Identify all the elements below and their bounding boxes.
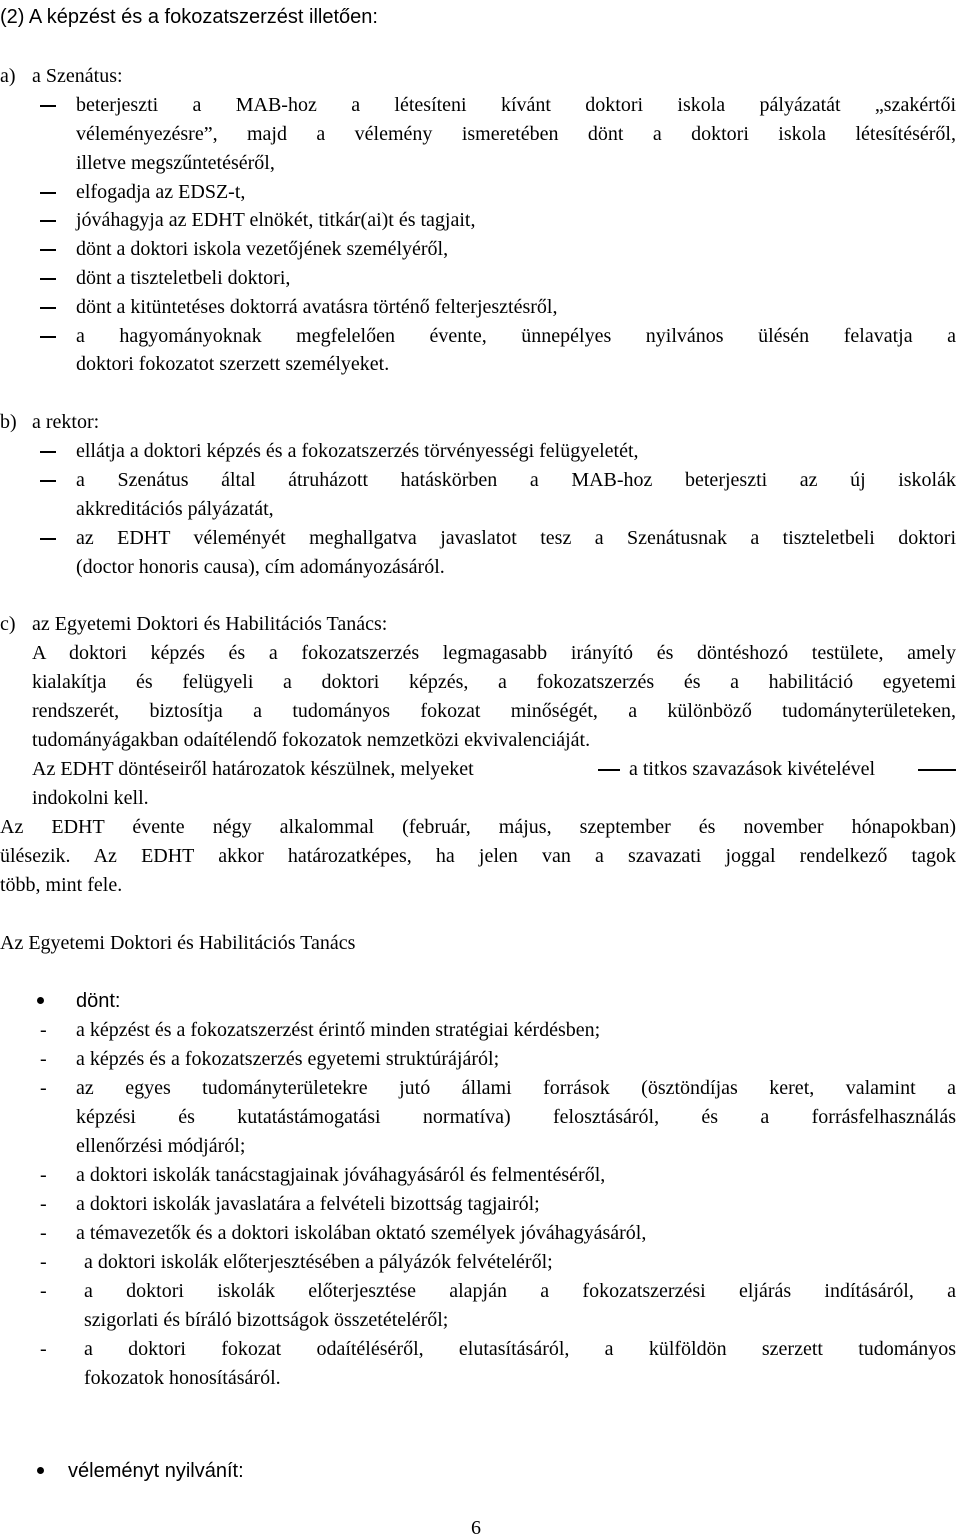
decides-item-line: szigorlati és bíráló bizottságok összetételéről; bbox=[84, 1309, 449, 1331]
part-b-label: b) bbox=[0, 411, 17, 433]
part-c-para3-line: több, mint fele. bbox=[0, 874, 123, 896]
dash-marker bbox=[40, 538, 56, 540]
hyphen-marker: - bbox=[40, 1193, 47, 1215]
part-a-item-line: véleményezésre”, majd a vélemény ismeretében dönt a doktori iskola létesítéséről, bbox=[76, 123, 956, 145]
decides-item-line: a doktori fokozat odaítéléséről, elutasításáról, a külföldön szerzett tudományos bbox=[84, 1338, 956, 1360]
dash-marker bbox=[40, 278, 56, 280]
decides-item-line: a képzést és a fokozatszerzést érintő minden stratégiai kérdésben; bbox=[76, 1019, 601, 1041]
part-b-item-line: akkreditációs pályázatát, bbox=[76, 498, 274, 520]
part-b-item-line: a Szenátus által átruházott hatáskörben a MAB-hoz beterjeszti az új iskolák bbox=[76, 469, 956, 491]
part-c-para1-line: rendszerét, biztosítja a tudományos fokozat minőségét, a különböző tudományterületeken, bbox=[32, 700, 956, 722]
hyphen-marker: - bbox=[40, 1222, 47, 1244]
page-number: 6 bbox=[471, 1517, 481, 1539]
part-c-para1-line: A doktori képzés és a fokozatszerzés legmagasabb irányító és döntéshozó testülete, amely bbox=[32, 642, 956, 664]
dash-marker bbox=[40, 192, 56, 194]
part-c-label: c) bbox=[0, 613, 16, 635]
decides-label: dönt: bbox=[76, 990, 121, 1012]
part-c-para2-text: Az EDHT döntéseiről határozatok készülnek, melyeket bbox=[32, 758, 474, 780]
part-a-item-line: dönt a kitüntetéses doktorrá avatásra történő felterjesztésről, bbox=[76, 296, 558, 318]
part-a-item-line: dönt a tiszteletbeli doktori, bbox=[76, 267, 291, 289]
part-c-para2-text: indokolni kell. bbox=[32, 787, 149, 809]
dash-marker bbox=[40, 451, 56, 453]
decides-item-line: képzési és kutatástámogatási normatíva) felosztásáról, és a forrásfelhasználás bbox=[76, 1106, 956, 1128]
part-c-title: az Egyetemi Doktori és Habilitációs Tanács: bbox=[32, 613, 388, 635]
hyphen-marker: - bbox=[40, 1251, 47, 1273]
hyphen-marker: - bbox=[40, 1164, 47, 1186]
part-a-item-line: beterjeszti a MAB-hoz a létesíteni kívánt doktori iskola pályázatát „szakértői bbox=[76, 94, 956, 116]
part-a-item-line: dönt a doktori iskola vezetőjének személyéről, bbox=[76, 238, 449, 260]
opinion-label: véleményt nyilvánít: bbox=[68, 1460, 244, 1482]
dash-marker bbox=[40, 249, 56, 251]
em-dash bbox=[918, 769, 956, 771]
decides-item-line: a témavezetők és a doktori iskolában oktató személyek jóváhagyásáról, bbox=[76, 1222, 647, 1244]
decides-item-line: a doktori iskolák előterjesztése alapján a fokozatszerzési eljárás indításáról, a bbox=[84, 1280, 956, 1302]
decides-item-line: a doktori iskolák tanácstagjainak jóváhagyásáról és felmentéséről, bbox=[76, 1164, 606, 1186]
hyphen-marker: - bbox=[40, 1019, 47, 1041]
dash-marker bbox=[40, 105, 56, 107]
part-a-item-line: doktori fokozatot szerzett személyeket. bbox=[76, 353, 390, 375]
dash-marker bbox=[40, 220, 56, 222]
dash-marker bbox=[40, 480, 56, 482]
part-a-item-line: elfogadja az EDSZ-t, bbox=[76, 181, 246, 203]
part-a-item-line: illetve megszűntetéséről, bbox=[76, 152, 275, 174]
em-dash bbox=[598, 769, 620, 771]
hyphen-marker: - bbox=[40, 1048, 47, 1070]
part-a-item-line: jóváhagyja az EDHT elnökét, titkár(ai)t és tagjait, bbox=[76, 209, 476, 231]
decides-item-line: fokozatok honosításáról. bbox=[84, 1367, 281, 1389]
part-c-para2-text: a titkos szavazások kivételével bbox=[629, 758, 876, 780]
decides-item-line: az egyes tudományterületekre jutó állami források (ösztöndíjas keret, valamint a bbox=[76, 1077, 956, 1099]
part-b-item-line: ellátja a doktori képzés és a fokozatszerzés törvényességi felügyeletét, bbox=[76, 440, 639, 462]
decides-item-line: a képzés és a fokozatszerzés egyetemi struktúrájáról; bbox=[76, 1048, 500, 1070]
hyphen-marker: - bbox=[40, 1280, 47, 1302]
dash-marker bbox=[40, 336, 56, 338]
section-heading: (2) A képzést és a fokozatszerzést illetően: bbox=[0, 6, 378, 28]
bullet-marker bbox=[37, 1467, 44, 1474]
part-a-item-line: a hagyományoknak megfelelően évente, ünnepélyes nyilvános ülésén felavatja a bbox=[76, 325, 956, 347]
part-c-para3-line: ülésezik. Az EDHT akkor határozatképes, ha jelen van a szavazati joggal rendelkező tagok bbox=[0, 845, 956, 867]
decides-item-line: a doktori iskolák javaslatára a felvételi bizottság tagjairól; bbox=[76, 1193, 540, 1215]
council-heading: Az Egyetemi Doktori és Habilitációs Tanács bbox=[0, 932, 356, 954]
part-a-label: a) bbox=[0, 65, 16, 87]
decides-item-line: a doktori iskolák előterjesztésében a pályázók felvételéről; bbox=[84, 1251, 553, 1273]
decides-item-line: ellenőrzési módjáról; bbox=[76, 1135, 246, 1157]
part-b-item-line: (doctor honoris causa), cím adományozásáról. bbox=[76, 556, 445, 578]
part-b-item-line: az EDHT véleményét meghallgatva javaslatot tesz a Szenátusnak a tiszteletbeli doktori bbox=[76, 527, 956, 549]
part-c-para3-line: Az EDHT évente négy alkalommal (február, május, szeptember és november hónapokban) bbox=[0, 816, 956, 838]
hyphen-marker: - bbox=[40, 1338, 47, 1360]
dash-marker bbox=[40, 307, 56, 309]
part-b-title: a rektor: bbox=[32, 411, 100, 433]
part-c-para1-line: tudományágakban odaítélendő fokozatok nemzetközi ekvivalenciáját. bbox=[32, 729, 591, 751]
part-a-title: a Szenátus: bbox=[32, 65, 123, 87]
bullet-marker bbox=[37, 997, 44, 1004]
part-c-para1-line: kialakítja és felügyeli a doktori képzés, a fokozatszerzés és a habilitáció egyetemi bbox=[32, 671, 956, 693]
hyphen-marker: - bbox=[40, 1077, 47, 1099]
